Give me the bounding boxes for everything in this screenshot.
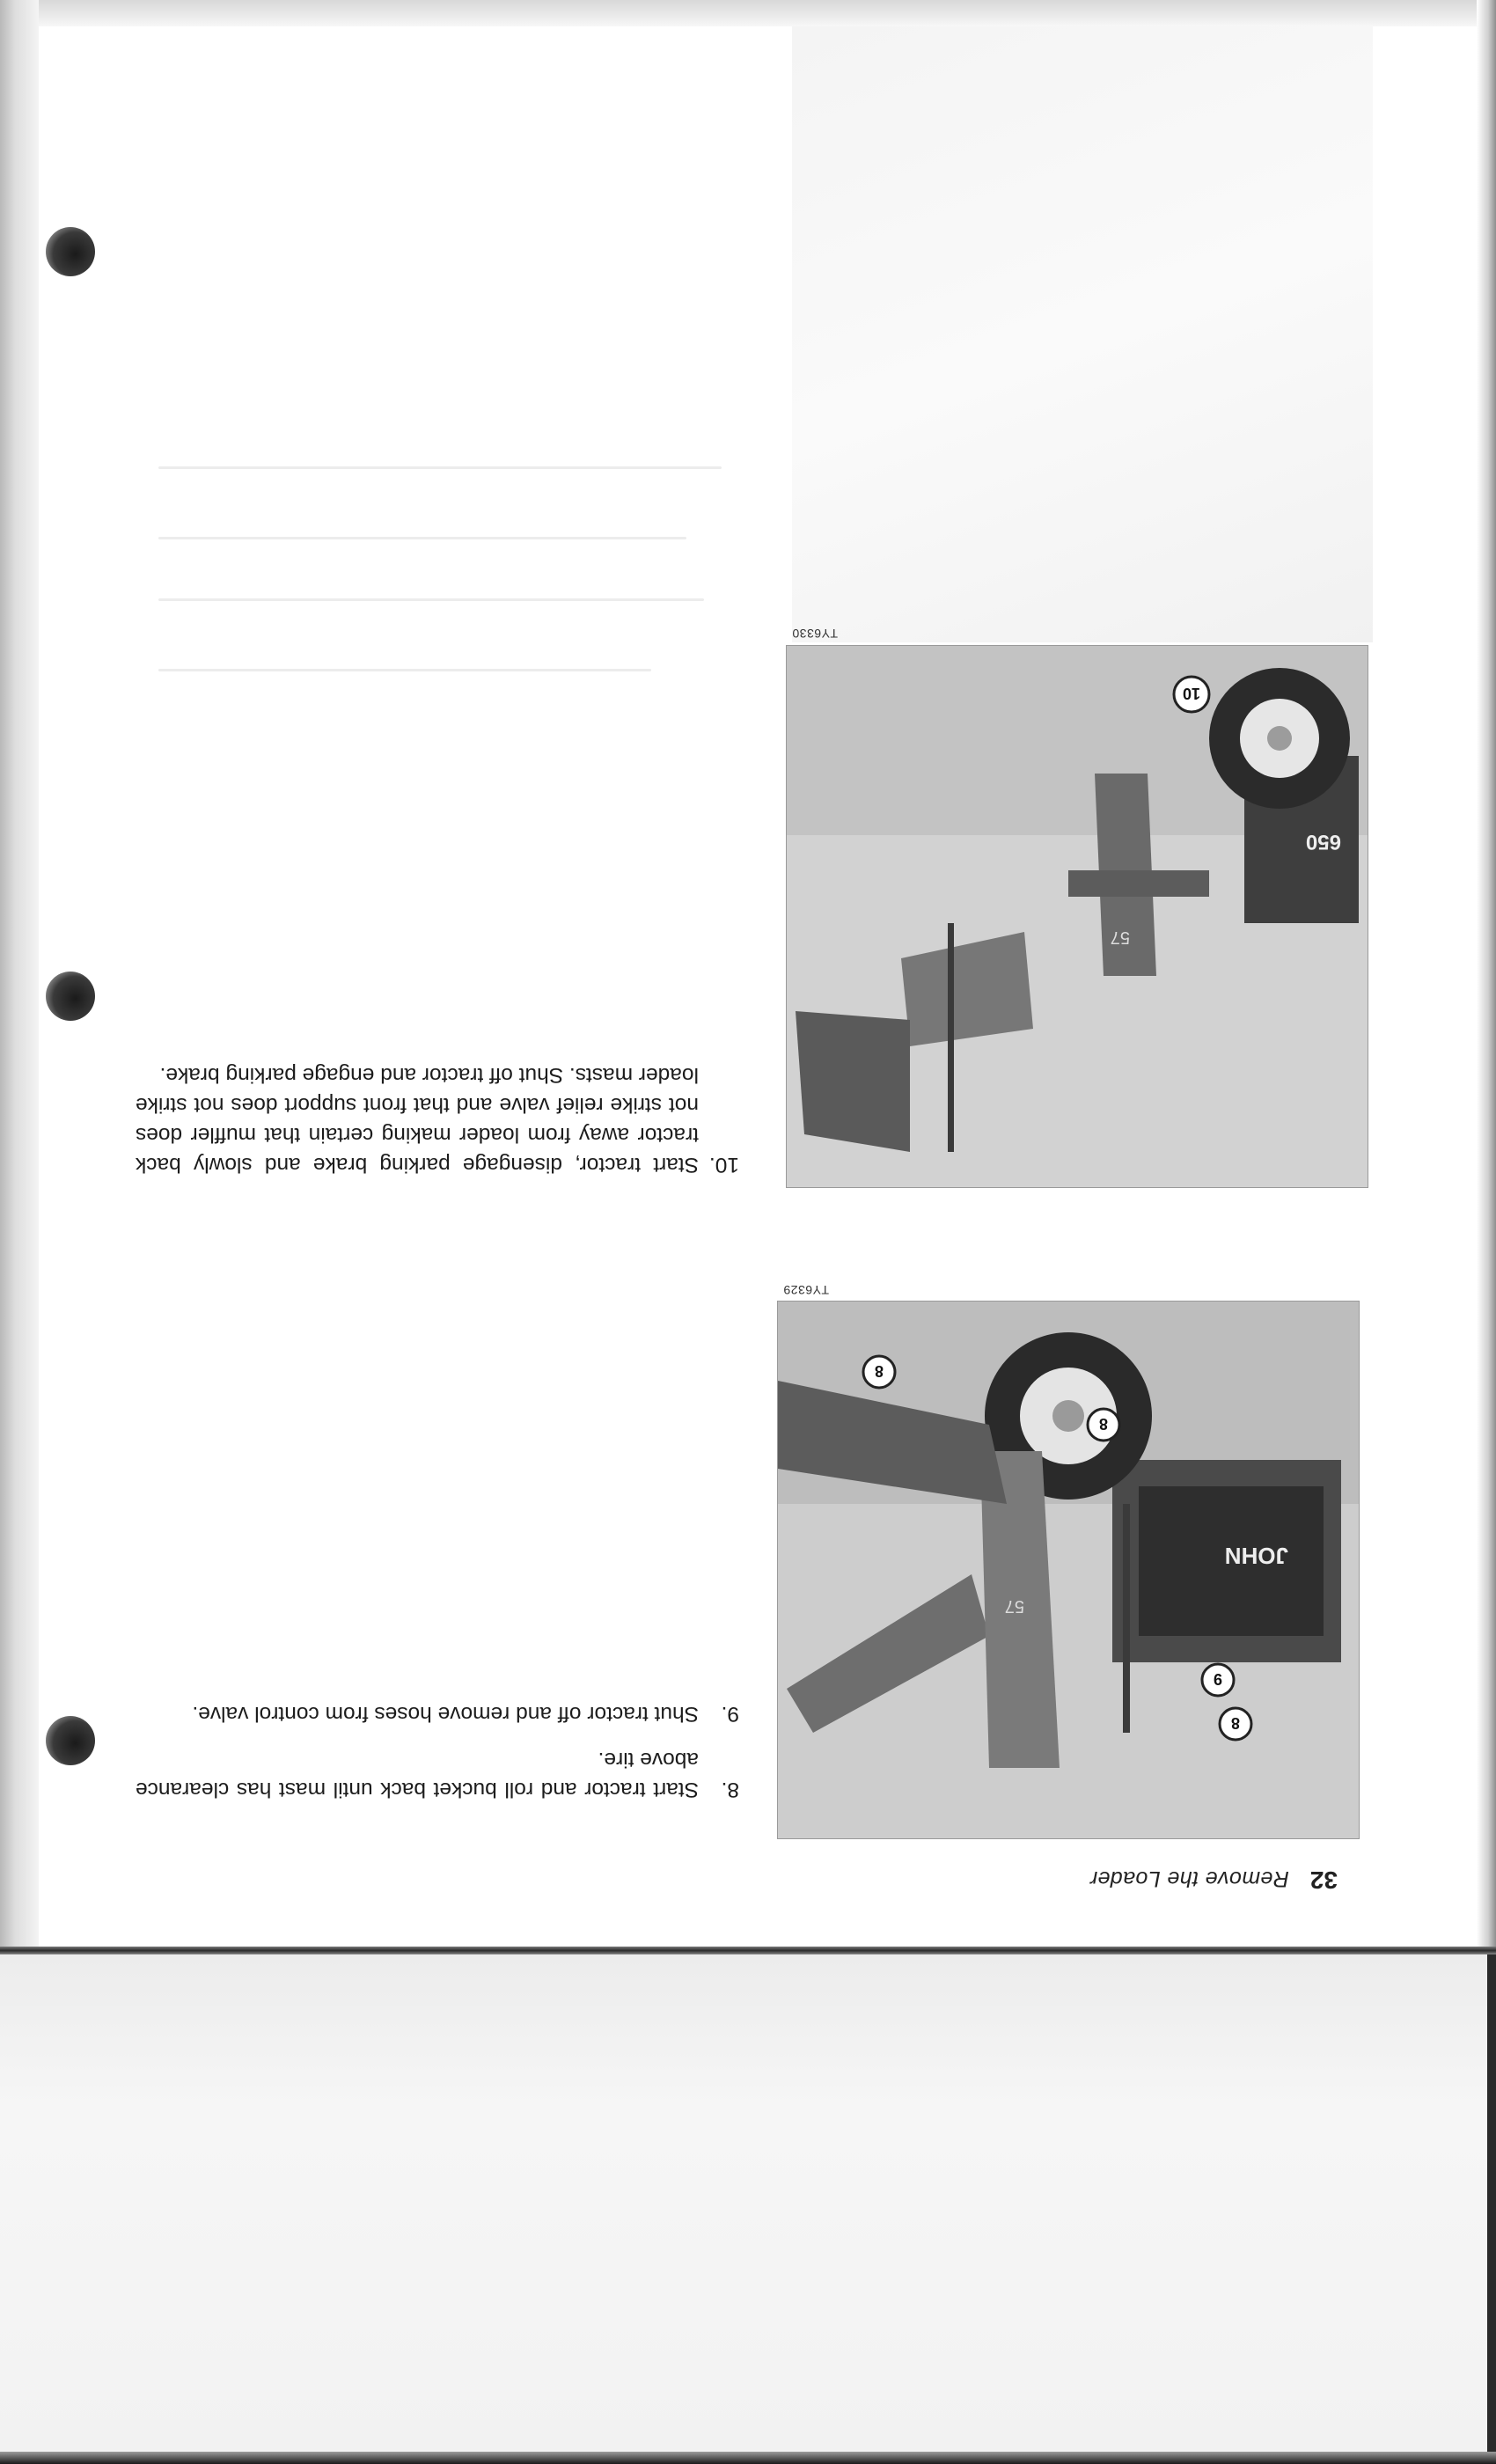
step-text: Shut tractor off and remove hoses from control valve. <box>192 1702 699 1726</box>
mast-lettering: 57 <box>1004 1596 1024 1616</box>
page-bottom-edge <box>0 1947 1496 1954</box>
scan-border-right <box>1487 1954 1496 2464</box>
instruction-steps-top <box>136 1683 739 1804</box>
section-title: Remove the Loader <box>1089 1866 1289 1891</box>
step-item <box>136 1698 739 1728</box>
step-text: Start tractor, disengage parking brake and slowly back tractor away from loader making certain that muffler does not strike relief valve and that front support does not strike loader masts. Shut off tractor and engage parking brake. <box>136 1063 699 1177</box>
figure-photo-1 <box>777 1301 1360 1839</box>
callout-label: 8 <box>874 1362 884 1380</box>
callout-label: 9 <box>1213 1670 1223 1688</box>
mast-lettering: 57 <box>1110 928 1130 947</box>
step-number: 10. <box>708 1153 739 1177</box>
callout-label: 10 <box>1182 685 1201 702</box>
step-item <box>136 1744 739 1804</box>
hood-lettering: 650 <box>1305 830 1341 854</box>
step-text: Start tractor and roll bucket back until mast has clearance above tire. <box>136 1748 699 1801</box>
figure-code-1: TY6329 <box>782 1283 829 1297</box>
instruction-steps-middle <box>136 1044 739 1179</box>
page-header <box>1089 1859 1338 1894</box>
step-number: 8. <box>721 1778 739 1801</box>
step-item <box>136 1060 739 1179</box>
scanner-background <box>0 1954 1496 2464</box>
figure-code-2: TY6330 <box>791 627 838 641</box>
figure-photo-2 <box>786 645 1368 1188</box>
callout-label: 8 <box>1098 1415 1109 1433</box>
callout-label: 8 <box>1230 1714 1241 1732</box>
hood-lettering: JOHN <box>1224 1543 1288 1569</box>
step-number: 9. <box>721 1702 739 1726</box>
page-number: 32 <box>1309 1866 1338 1894</box>
scan-border-bottom <box>0 2452 1496 2464</box>
